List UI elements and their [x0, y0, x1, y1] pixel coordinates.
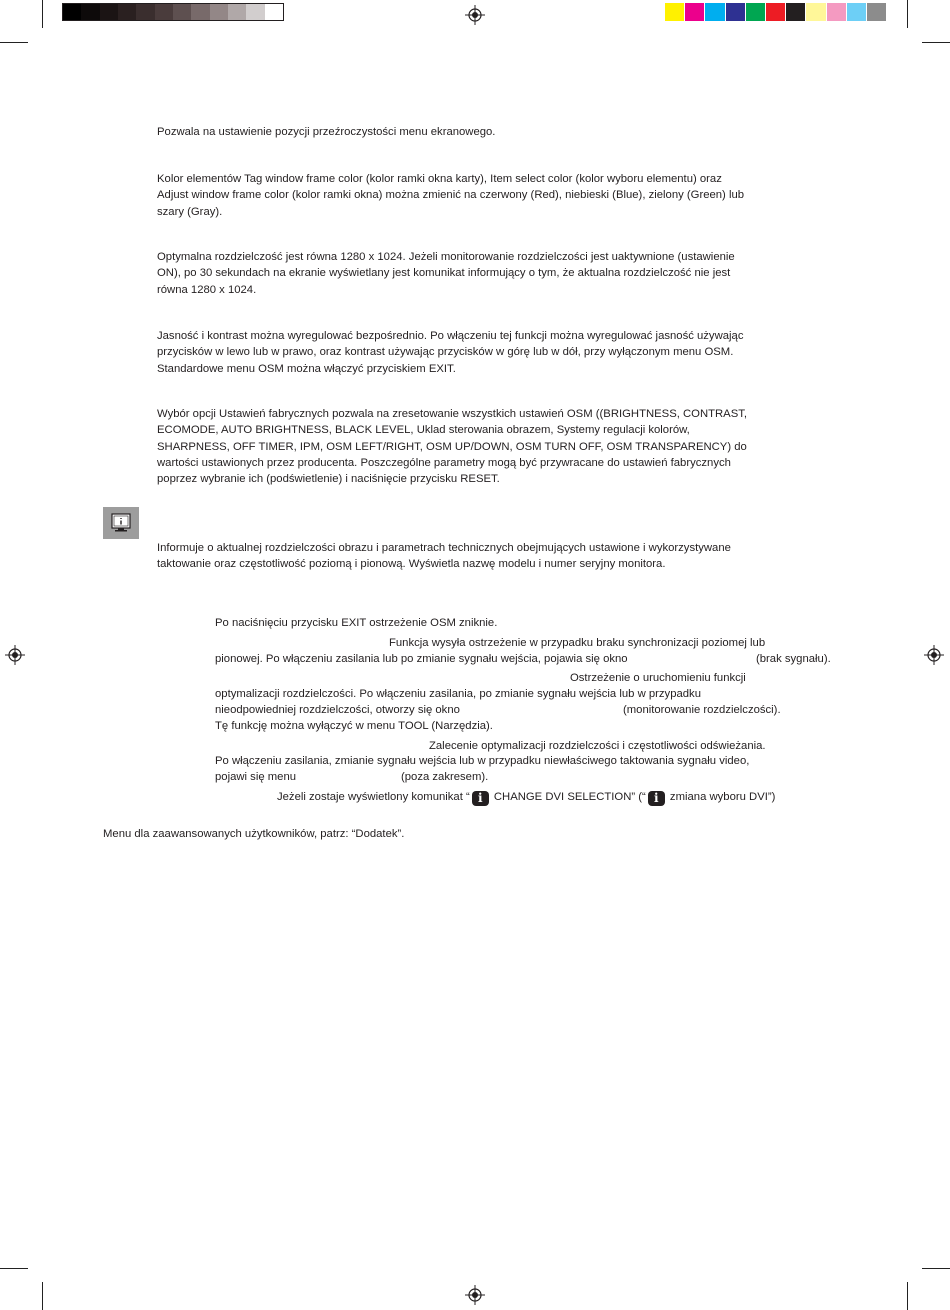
- color-swatch: [806, 3, 826, 21]
- warning-dvi-text-2: CHANGE DVI SELECTION” (“: [490, 791, 646, 803]
- footer-note: Menu dla zaawansowanych użytkowników, patrz: “Dodatek”.: [103, 828, 405, 840]
- color-swatch: [100, 4, 118, 20]
- warning-dvi-text-3: zmiana wyboru DVI”): [666, 791, 776, 803]
- paragraph-information: Informuje o aktualnej rozdzielczości obrazu i parametrach technicznych obejmujących ustawione i wykorzystywane taktowanie oraz częstotliwość poziomą i pionową. Wyświetla nazwę modelu i numer seryjny monitora.: [157, 542, 731, 571]
- information-tab-icon: [103, 507, 139, 539]
- warning-exit-note: Po naciśnięciu przycisku EXIT ostrzeżenie OSM zniknie.: [215, 617, 498, 629]
- color-swatch: [867, 3, 887, 21]
- color-swatch: [705, 3, 725, 21]
- info-icon: i: [648, 791, 665, 806]
- paragraph-hot-key: Jasność i kontrast można wyregulować bezpośrednio. Po włączeniu tej funkcji można wyregulować jasność używając przycisków w lewo lub w prawo, oraz kontrast używając przycisków w górę lub w dół, przy wyłączonym menu OSM. Standardowe menu OSM można włączyć przyciskiem EXIT.: [157, 330, 744, 375]
- warning-resolution-line3b: (monitorowanie rozdzielczości).: [623, 704, 781, 716]
- color-swatch: [210, 4, 228, 20]
- warning-resolution-line2: optymalizacji rozdzielczości. Po włączeniu zasilania, po zmianie sygnału wejścia lub w przypadku: [215, 688, 701, 700]
- color-swatch: [685, 3, 705, 21]
- paragraph-osm-transparency: Pozwala na ustawienie pozycji przeźroczystości menu ekranowego.: [157, 126, 496, 138]
- color-swatch: [766, 3, 786, 21]
- crop-mark: [922, 42, 950, 43]
- crop-mark: [907, 1282, 908, 1310]
- registration-mark-icon: [5, 645, 25, 665]
- warning-no-signal-line2a: pionowej. Po włączeniu zasilania lub po zmianie sygnału wejścia, pojawia się okno: [215, 653, 628, 665]
- color-swatch: [118, 4, 136, 20]
- crop-mark: [907, 0, 908, 28]
- grayscale-calibration-bar: [62, 3, 284, 21]
- color-swatch: [827, 3, 847, 21]
- color-swatch: [173, 4, 191, 20]
- warning-out-of-range-line3a: pojawi się menu: [215, 771, 297, 783]
- color-calibration-bar: [665, 3, 887, 21]
- warning-dvi-text-1: Jeżeli zostaje wyświetlony komunikat “: [277, 791, 470, 803]
- color-swatch: [191, 4, 209, 20]
- registration-mark-icon: [465, 1285, 485, 1305]
- warning-no-signal-line1: Funkcja wysyła ostrzeżenie w przypadku braku synchronizacji poziomej lub: [389, 637, 766, 649]
- warning-dvi: [277, 789, 775, 806]
- color-swatch: [665, 3, 685, 21]
- color-swatch: [847, 3, 867, 21]
- color-swatch: [246, 4, 264, 20]
- warning-out-of-range-line3b: (poza zakresem).: [401, 771, 489, 783]
- paragraph-factory-preset: Wybór opcji Ustawień fabrycznych pozwala na zresetowanie wszystkich ustawień OSM ((BRIGHTNESS, CONTRAST, ECOMODE, AUTO BRIGHTNESS, BLACK LEVEL, Uklad sterowania obrazem, Systemy regulacji kolorów, SHARPNESS, OFF TIMER, IPM, OSM LEFT/RIGHT, OSM UP/DOWN, OSM TURN OFF, OSM TRANSPARENCY) do wartości ustawionych przez producenta. Poszczególne parametry mogą być przywracane do ustawień fabrycznych poprzez wybranie ich (podświetlenie) i naciśnięcie przycisku RESET.: [157, 408, 748, 486]
- color-swatch: [63, 4, 81, 20]
- warning-out-of-range-line2: Po włączeniu zasilania, zmianie sygnału wejścia lub w przypadku niewłaściwego taktowania sygnału video,: [215, 755, 750, 767]
- paragraph-osm-color: Kolor elementów Tag window frame color (kolor ramki okna karty), Item select color (kolor wyboru elementu) oraz Adjust window frame color (kolor ramki okna) można zmienić na czerwony (Red), niebieski (Blue), zielony (Green) lub szary (Gray).: [157, 173, 745, 218]
- color-swatch: [265, 4, 283, 20]
- color-swatch: [746, 3, 766, 21]
- registration-mark-icon: [465, 5, 485, 25]
- paragraph-resolution-notifier: Optymalna rozdzielczość jest równa 1280 x 1024. Jeżeli monitorowanie rozdzielczości jest uaktywnione (ustawienie ON), po 30 sekundach na ekranie wyświetlany jest komunikat informujący o tym, że aktualna rozdzielczość nie jest równa 1280 x 1024.: [157, 251, 735, 296]
- warning-resolution-line3a: nieodpowiedniej rozdzielczości, otworzy się okno: [215, 704, 460, 716]
- warning-no-signal-line2b: (brak sygnału).: [756, 653, 831, 665]
- color-swatch: [786, 3, 806, 21]
- monitor-info-icon: [103, 507, 139, 539]
- crop-mark: [0, 1268, 28, 1269]
- color-swatch: [136, 4, 154, 20]
- color-swatch: [81, 4, 99, 20]
- color-swatch: [726, 3, 746, 21]
- crop-mark: [42, 1282, 43, 1310]
- warning-out-of-range-line1: Zalecenie optymalizacji rozdzielczości i częstotliwości odświeżania.: [429, 740, 766, 752]
- crop-mark: [922, 1268, 950, 1269]
- crop-mark: [0, 42, 28, 43]
- color-swatch: [228, 4, 246, 20]
- info-icon: i: [472, 791, 489, 806]
- color-swatch: [155, 4, 173, 20]
- warning-resolution-line4: Tę funkcję można wyłączyć w menu TOOL (Narzędzia).: [215, 720, 493, 732]
- crop-mark: [42, 0, 43, 28]
- registration-mark-icon: [924, 645, 944, 665]
- warning-resolution-line1: Ostrzeżenie o uruchomieniu funkcji: [570, 672, 746, 684]
